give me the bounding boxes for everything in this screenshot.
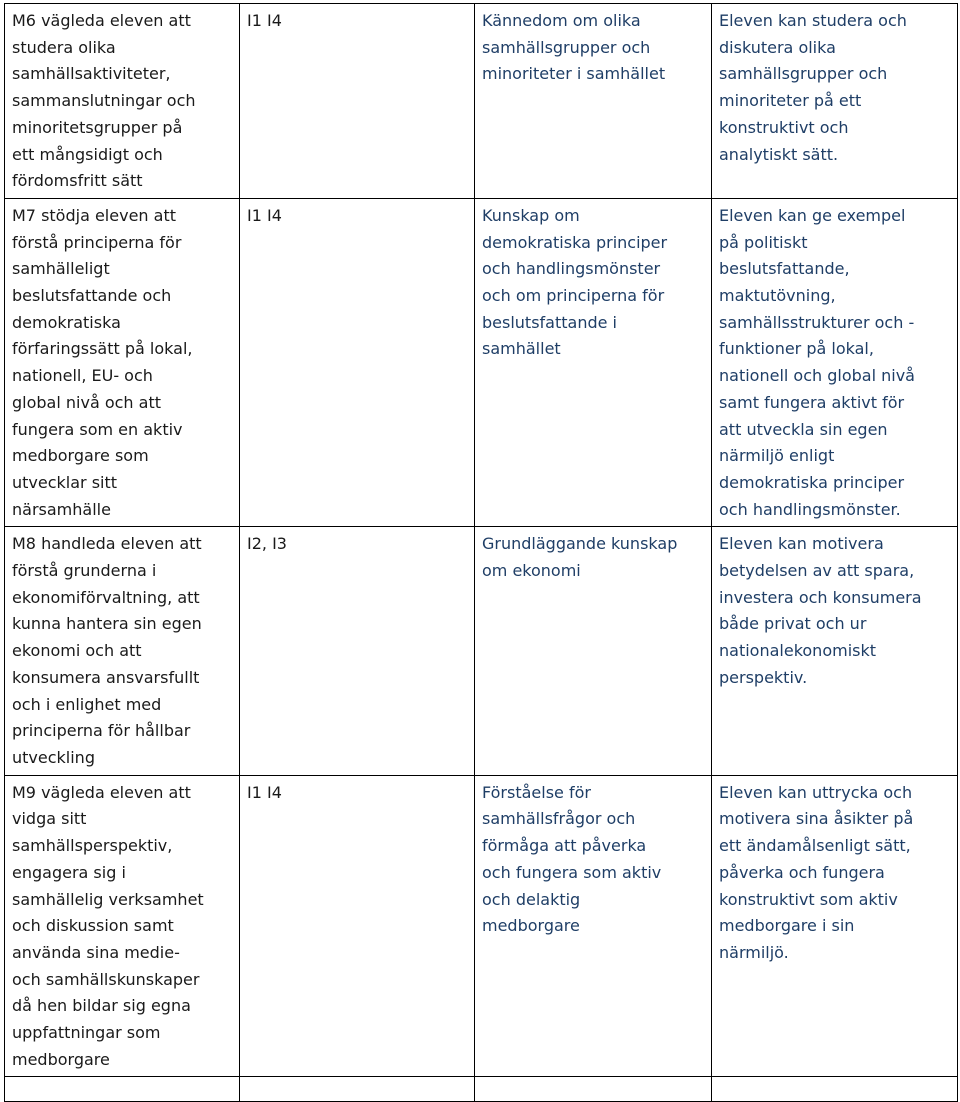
content-area-cell: I1 I4 [240, 775, 475, 1077]
curriculum-table [4, 3, 958, 1102]
empty-cell [475, 1077, 712, 1102]
goal-cell: M9 vägleda eleven att vidga sitt samhällsperspektiv, engagera sig i samhällelig verksamhet och diskussion samt använda sina medie- och samhällskunskaper då hen bildar sig egna uppfattningar som medborgare [5, 775, 240, 1077]
goal-cell: M6 vägleda eleven att studera olika samhällsaktiviteter, sammanslutningar och minoritetsgrupper på ett mångsidigt och fördomsfritt sätt [5, 4, 240, 199]
core-content-cell: Kunskap om demokratiska principer och handlingsmönster och om principerna för beslutsfattande i samhället [475, 198, 712, 526]
empty-cell [5, 1077, 240, 1102]
core-content-cell: Förståelse för samhällsfrågor och förmåga att påverka och fungera som aktiv och delaktig medborgare [475, 775, 712, 1077]
table-row [5, 775, 958, 1077]
assessment-criteria-cell: Eleven kan studera och diskutera olika samhällsgrupper och minoriteter på ett konstruktivt och analytiskt sätt. [712, 4, 958, 199]
empty-cell [712, 1077, 958, 1102]
table-row [5, 198, 958, 526]
content-area-cell: I1 I4 [240, 198, 475, 526]
assessment-criteria-cell: Eleven kan ge exempel på politiskt beslutsfattande, maktutövning, samhällsstrukturer och - funktioner på lokal, nationell och global nivå samt fungera aktivt för att utveckla sin egen närmiljö enligt demokratiska principer och handlingsmönster. [712, 198, 958, 526]
goal-cell: M8 handleda eleven att förstå grunderna i ekonomiförvaltning, att kunna hantera sin egen ekonomi och att konsumera ansvarsfullt och i enlighet med principerna för hållbar utveckling [5, 527, 240, 775]
core-content-cell: Grundläggande kunskap om ekonomi [475, 527, 712, 775]
assessment-criteria-cell: Eleven kan motivera betydelsen av att spara, investera och konsumera både privat och ur nationalekonomiskt perspektiv. [712, 527, 958, 775]
empty-cell [240, 1077, 475, 1102]
goal-cell: M7 stödja eleven att förstå principerna för samhälleligt beslutsfattande och demokratiska förfaringssätt på lokal, nationell, EU- och global nivå och att fungera som en aktiv medborgare som utvecklar sitt närsamhälle [5, 198, 240, 526]
content-area-cell: I1 I4 [240, 4, 475, 199]
assessment-criteria-cell: Eleven kan uttrycka och motivera sina åsikter på ett ändamålsenligt sätt, påverka och fungera konstruktivt som aktiv medborgare i sin närmiljö. [712, 775, 958, 1077]
table-row [5, 4, 958, 199]
core-content-cell: Kännedom om olika samhällsgrupper och minoriteter i samhället [475, 4, 712, 199]
empty-table-row [5, 1077, 958, 1102]
content-area-cell: I2, I3 [240, 527, 475, 775]
table-row [5, 527, 958, 775]
